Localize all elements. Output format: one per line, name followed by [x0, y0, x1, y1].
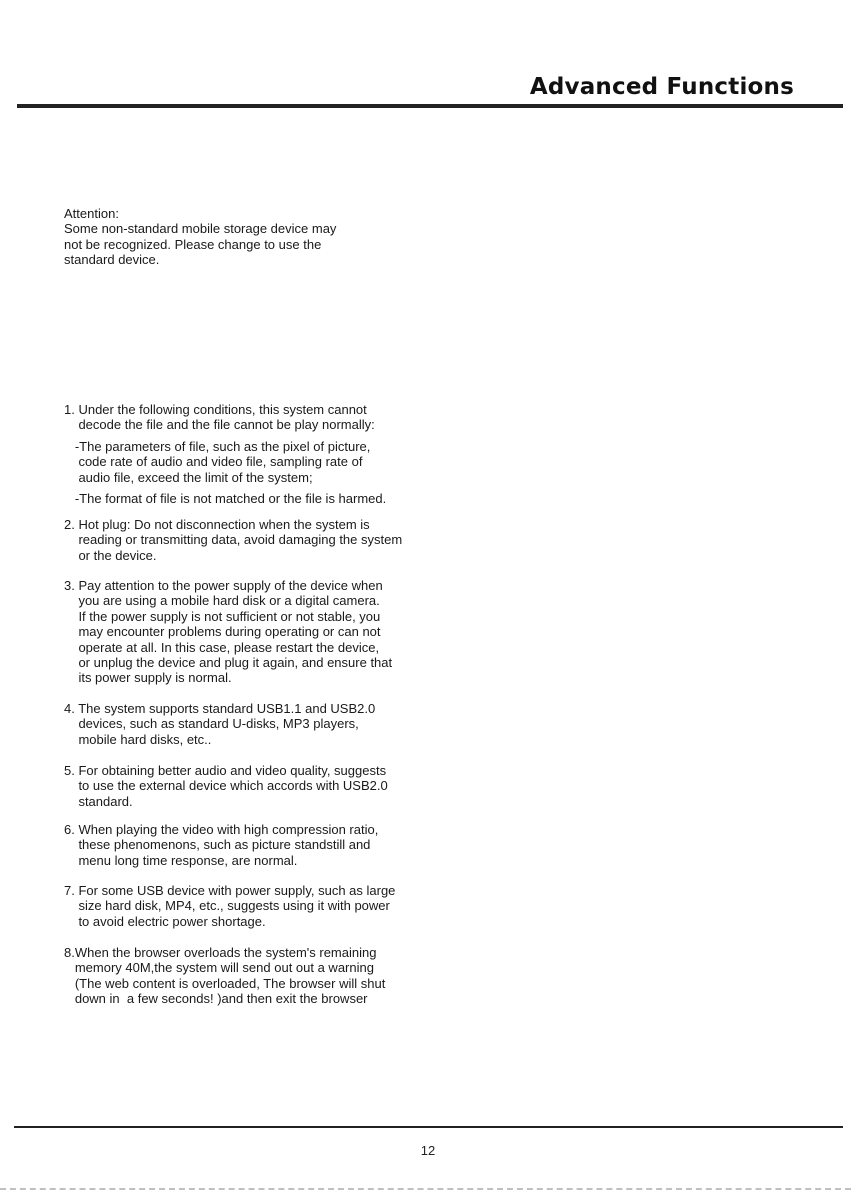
note-line: audio file, exceed the limit of the system; [64, 469, 313, 485]
note-subpoint [64, 439, 386, 485]
note-line: to use the external device which accords with USB2.0 [64, 778, 388, 794]
note-line: these phenomenons, such as picture standstill and [64, 837, 371, 853]
note-5 [64, 763, 388, 809]
attention-heading: Attention: [64, 206, 119, 221]
note-line: If the power supply is not sufficient or not stable, you [64, 608, 381, 624]
note-line: reading or transmitting data, avoid damaging the system [64, 532, 403, 548]
note-line: 3. Pay attention to the power supply of the device when [64, 578, 383, 593]
note-line: -The format of file is not matched or the file is harmed. [64, 491, 387, 507]
attention-line: Some non-standard mobile storage device may [64, 221, 337, 237]
note-line: 5. For obtaining better audio and video quality, suggests [64, 763, 387, 778]
note-line: its power supply is normal. [64, 670, 232, 686]
attention-block [64, 206, 336, 268]
note-line: mobile hard disks, etc.. [64, 731, 212, 747]
note-line: may encounter problems during operating or can not [64, 624, 381, 640]
note-line: to avoid electric power shortage. [64, 913, 266, 929]
note-line: 4. The system supports standard USB1.1 and USB2.0 [64, 701, 376, 716]
note-4 [64, 701, 375, 747]
note-line: or unplug the device and plug it again, and ensure that [64, 655, 393, 671]
note-line: code rate of audio and video file, sampling rate of [64, 454, 363, 470]
note-3 [64, 578, 392, 686]
note-line: 7. For some USB device with power supply, such as large [64, 883, 396, 898]
page-edge [0, 1188, 851, 1190]
note-line: you are using a mobile hard disk or a digital camera. [64, 593, 380, 609]
note-line: menu long time response, are normal. [64, 852, 298, 868]
footer-rule [14, 1126, 843, 1128]
note-line: 2. Hot plug: Do not disconnection when the system is [64, 517, 370, 532]
page-title: Advanced Functions [529, 74, 794, 100]
note-line: or the device. [64, 547, 157, 563]
note-1 [64, 402, 386, 506]
attention-line: not be recognized. Please change to use the [64, 236, 322, 252]
note-line: -The parameters of file, such as the pixel of picture, [64, 438, 371, 454]
note-7 [64, 883, 395, 929]
note-line: devices, such as standard U-disks, MP3 players, [64, 716, 359, 732]
note-line: size hard disk, MP4, etc., suggests using it with power [64, 898, 390, 914]
note-line: (The web content is overloaded, The browser will shut [64, 975, 386, 991]
note-line: memory 40M,the system will send out out a warning [64, 960, 374, 976]
note-line: 6. When playing the video with high compression ratio, [64, 822, 379, 837]
header-rule [17, 104, 843, 108]
note-line: 1. Under the following conditions, this system cannot [64, 402, 367, 417]
note-2 [64, 517, 402, 563]
note-line: down in a few seconds! )and then exit the browser [64, 991, 368, 1007]
note-6 [64, 822, 378, 868]
note-line: operate at all. In this case, please restart the device, [64, 639, 380, 655]
note-line: decode the file and the file cannot be play normally: [64, 417, 375, 433]
note-8 [64, 945, 385, 1007]
note-line: standard. [64, 793, 133, 809]
note-line: 8.When the browser overloads the system's remaining [64, 945, 377, 960]
note-subpoint [64, 491, 386, 506]
attention-line: standard device. [64, 252, 160, 268]
page-number: 12 [420, 1143, 436, 1158]
